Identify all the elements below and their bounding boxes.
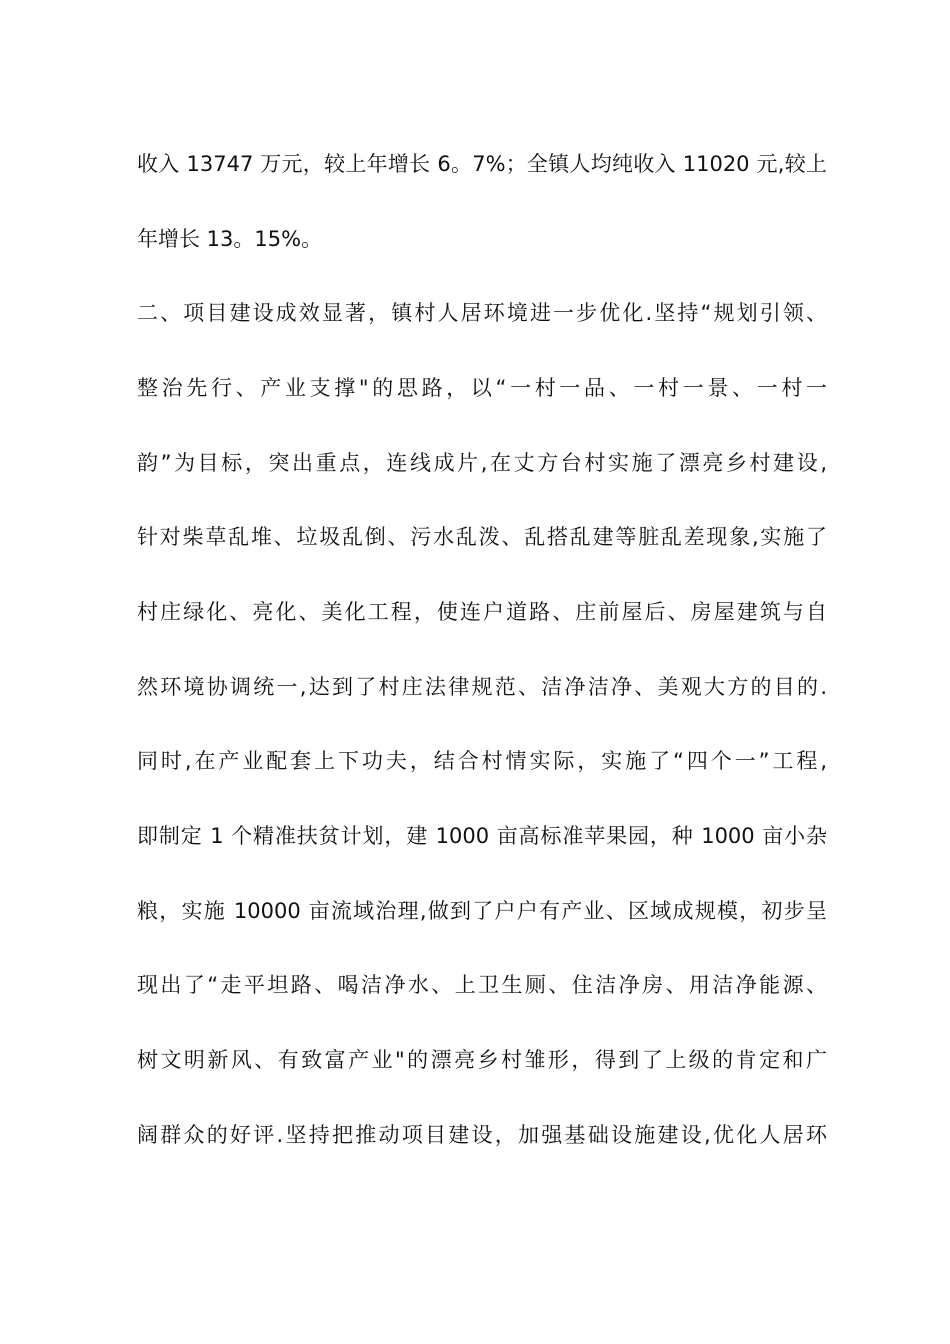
text-line: 然环境协调统一,达到了村庄法律规范、洁净洁净、美观大方的目的.	[137, 675, 827, 699]
text-line: 二、项目建设成效显著，镇村人居环境进一步优化.坚持“规划引领、	[137, 301, 827, 325]
text-line: 针对柴草乱堆、垃圾乱倒、污水乱泼、乱搭乱建等脏乱差现象,实施了	[137, 525, 827, 549]
text-line: 韵”为目标，突出重点，连线成片,在丈方台村实施了漂亮乡村建设,	[137, 451, 827, 475]
text-line: 阔群众的好评.坚持把推动项目建设，加强基础设施建设,优化人居环	[137, 1123, 827, 1147]
text-line: 村庄绿化、亮化、美化工程，使连户道路、庄前屋后、房屋建筑与自	[137, 600, 827, 624]
text-line: 收入 13747 万元，较上年增长 6。7%；全镇人均纯收入 11020 元,较上	[137, 152, 827, 176]
text-line: 现出了“走平坦路、喝洁净水、上卫生厕、住洁净房、用洁净能源、	[137, 973, 827, 997]
text-line: 同时,在产业配套上下功夫，结合村情实际，实施了“四个一”工程,	[137, 749, 827, 773]
text-line: 即制定 1 个精准扶贫计划，建 1000 亩高标准苹果园，种 1000 亩小杂	[137, 824, 827, 848]
text-line: 树文明新风、有致富产业"的漂亮乡村雏形，得到了上级的肯定和广	[137, 1048, 827, 1072]
text-line: 粮，实施 10000 亩流域治理,做到了户户有产业、区域成规模，初步呈	[137, 899, 827, 923]
text-line: 年增长 13。15%。	[137, 227, 323, 251]
text-line: 整治先行、产业支撑"的思路，以“一村一品、一村一景、一村一	[137, 376, 827, 400]
